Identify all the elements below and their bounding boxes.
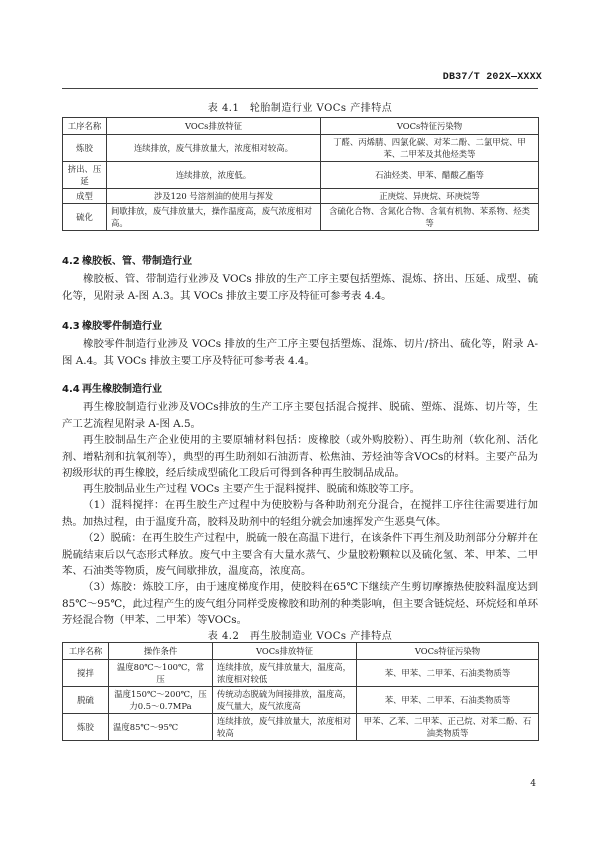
table-cell: 连续排放，废气排放量大，浓度相对较高 xyxy=(213,714,357,741)
table-cell: 成型 xyxy=(63,189,107,204)
table-row xyxy=(63,204,539,231)
table-4-1-caption: 表 4.1 轮胎制造行业 VOCs 产排特点 xyxy=(207,103,393,114)
table-cell: 正庚烷、异庚烷、环庚烷等 xyxy=(321,189,539,204)
table-cell: 石油烃类、甲苯、醋酸乙酯等 xyxy=(321,162,539,189)
table-cell: 苯、甲苯、二甲苯、石油类物质等 xyxy=(357,687,539,714)
section-4-2-heading xyxy=(62,252,192,267)
header-cell-emission: VOCs排放特征 xyxy=(213,643,357,660)
section-4-3-heading xyxy=(62,317,162,332)
table-cell: 脱硫 xyxy=(63,687,109,714)
section-4-3-paragraph: 橡胶零件制造行业涉及 VOCs 排放的生产工序主要包括塑炼、混炼、切片/挤出、硫化等，附录 A-图 A.4。其 VOCs 排放主要工序及特征可参考表 4.4。 xyxy=(62,338,538,367)
header-cell-process: 工序名称 xyxy=(63,643,109,660)
table-cell: 连续排放，废气排放量大，温度高，浓度相对较低 xyxy=(213,660,357,687)
table-cell: 苯、甲苯、二甲苯、石油类物质等 xyxy=(357,660,539,687)
table-header-row xyxy=(63,118,539,135)
table-cell: 连续排放，浓度低。 xyxy=(107,162,321,189)
table-row xyxy=(63,162,539,189)
table-cell: 温度80℃～100℃，常压 xyxy=(109,660,213,687)
table-cell: 涉及120 号溶剂油的使用与挥发 xyxy=(107,189,321,204)
section-number: 4.2 xyxy=(62,256,80,267)
page-number: 4 xyxy=(530,779,536,789)
header-cell-pollutant: VOCs特征污染物 xyxy=(321,118,539,135)
section-title: 橡胶板、管、带制造行业 xyxy=(82,256,192,267)
section-4-4-paragraph-1: 再生橡胶制造行业涉及VOCs排放的生产工序主要包括混合搅拌、脱硫、塑炼、混炼、切片等，生产工艺流程见附录 A-图 A.5。 xyxy=(62,401,538,430)
section-4-4-heading xyxy=(62,380,162,395)
table-cell: 甲苯、乙苯、二甲苯、正己烷、对苯二酚、石油类物质等 xyxy=(357,714,539,741)
table-header-row xyxy=(63,643,539,660)
table-row xyxy=(63,189,539,204)
section-title: 橡胶零件制造行业 xyxy=(82,321,162,332)
document-code: DB37/T 202X—XXXX xyxy=(442,72,542,83)
section-4-4-paragraph-3: 再生胶制品业生产过程 VOCs 主要产生于混料搅拌、脱硫和炼胶等工序。 xyxy=(83,483,421,495)
table-cell: 间歇排放，废气排放量大，操作温度高，废气浓度相对高。 xyxy=(107,204,321,231)
table-cell: 温度150℃～200℃，压力0.5～0.7MPa xyxy=(109,687,213,714)
table-row xyxy=(63,687,539,714)
table-4-1 xyxy=(62,117,539,231)
header-cell-process: 工序名称 xyxy=(63,118,107,135)
section-4-4-paragraph-4: （1）混料搅拌：在再生胶生产过程中为使胶粉与各种助剂充分混合，在搅拌工序往往需要进行加热。加热过程，由于温度升高，胶料及助剂中的轻组分就会加速挥发产生恶臭气体。 xyxy=(62,499,538,528)
section-number: 4.4 xyxy=(62,384,80,395)
table-cell: 挤出、压延 xyxy=(63,162,107,189)
section-4-4-paragraph-2: 再生胶制品生产企业使用的主要原辅材料包括：废橡胶（或外购胶粉）、再生助剂（软化剂、活化剂、增粘剂和抗氧剂等），典型的再生助剂如石油沥青、松焦油、芳烃油等含VOCs的材料。主要产品为初级形状的再生橡胶，经后续成型硫化工段后可得到各种再生胶制品成品。 xyxy=(62,434,538,479)
table-cell: 丁醛、丙烯腈、四氯化碳、对苯二酚、二氯甲烷、甲苯、二甲苯及其他烃类等 xyxy=(321,135,539,162)
table-cell: 硫化 xyxy=(63,204,107,231)
table-row xyxy=(63,660,539,687)
table-4-2-caption: 表 4.2 再生胶制造业 VOCs 产排特点 xyxy=(207,631,393,642)
table-cell: 连续排放，废气排放量大，浓度相对较高。 xyxy=(107,135,321,162)
header-cell-pollutant: VOCs特征污染物 xyxy=(357,643,539,660)
table-cell: 搅拌 xyxy=(63,660,109,687)
header-rule xyxy=(62,88,538,89)
section-title: 再生橡胶制造行业 xyxy=(82,384,162,395)
table-cell: 炼胶 xyxy=(63,714,109,741)
table-cell: 含硫化合物、含氮化合物、含氧有机物、苯系物、烃类等 xyxy=(321,204,539,231)
table-row xyxy=(63,714,539,741)
section-4-4-paragraph-5: （2）脱硫：在再生胶生产过程中，脱硫一般在高温下进行，在该条件下再生剂及助剂部分分解并在脱硫结束后以气态形式释放。废气中主要含有大量水蒸气、少量胶粉颗粒以及硫化氢、苯、甲苯、二甲苯、石油类等物质，废气间歇排放，温度高，浓度高。 xyxy=(62,532,538,577)
section-4-2-paragraph: 橡胶板、管、带制造行业涉及 VOCs 排放的生产工序主要包括塑炼、混炼、挤出、压延、成型、硫化等，见附录 A-图 A.3。其 VOCs 排放主要工序及特征可参考表 4.4。 xyxy=(62,273,538,302)
table-cell: 传统动态脱硫为间接排放，温度高，废气量大，废气浓度高 xyxy=(213,687,357,714)
table-4-2 xyxy=(62,642,539,741)
section-4-4-paragraph-6: （3）炼胶：炼胶工序，由于速度梯度作用，使胶料在65℃下继续产生剪切摩擦热使胶料温度达到85℃～95℃，此过程产生的废气组分同样受废橡胶和助剂的种类影响，但主要含链烷烃、环烷烃和单环芳烃混合物（甲苯、二甲苯）等VOCs。 xyxy=(62,581,538,626)
table-cell: 温度85℃～95℃ xyxy=(109,714,213,741)
table-row xyxy=(63,135,539,162)
header-cell-conditions: 操作条件 xyxy=(109,643,213,660)
table-cell: 炼胶 xyxy=(63,135,107,162)
header-cell-emission: VOCs排放特征 xyxy=(107,118,321,135)
section-number: 4.3 xyxy=(62,321,80,332)
